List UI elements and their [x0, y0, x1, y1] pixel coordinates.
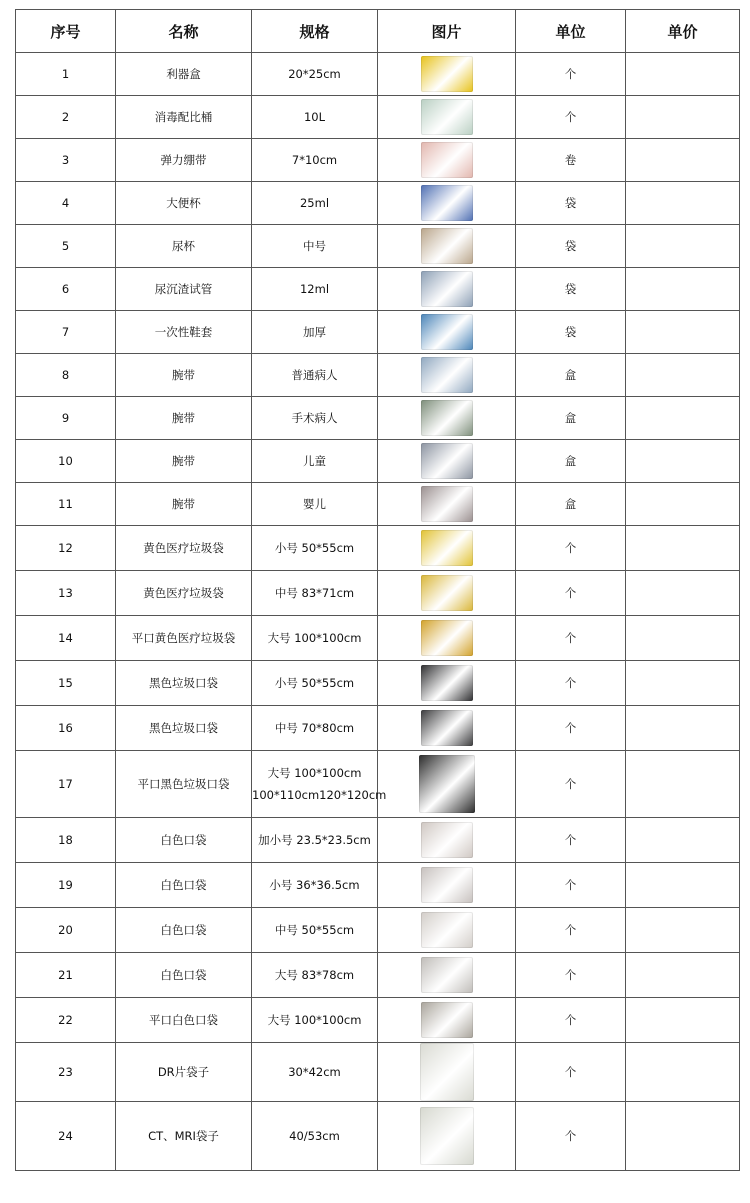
picture-cell: [378, 96, 516, 139]
specification-cell: 12ml: [252, 268, 378, 311]
header-name: 名称: [116, 10, 252, 53]
specification-cell: [252, 751, 387, 818]
picture-cell: [378, 661, 516, 706]
specification-cell: 大号 100*100cm: [252, 998, 378, 1043]
unit-price-cell[interactable]: [626, 225, 740, 268]
wristband-infant-photo: [421, 486, 473, 522]
table-row: [16, 440, 740, 483]
white-bag-large-photo: [421, 957, 473, 993]
specification-cell: 20*25cm: [252, 53, 378, 96]
item-name-cell: 腕带: [116, 440, 252, 483]
unit-cell: 个: [516, 751, 626, 818]
specification-cell: 40/53cm: [252, 1102, 378, 1171]
serial-number-cell: 14: [16, 616, 116, 661]
supply-price-table: [15, 9, 740, 1171]
table-header-row: [16, 10, 740, 53]
picture-cell: [378, 953, 516, 998]
unit-price-cell[interactable]: [626, 998, 740, 1043]
ct-mri-bag-photo: [420, 1107, 474, 1165]
serial-number-cell: 16: [16, 706, 116, 751]
unit-price-cell[interactable]: [626, 139, 740, 182]
specification-cell: 中号 83*71cm: [252, 571, 378, 616]
picture-cell: [378, 818, 516, 863]
header-specification: 规格: [252, 10, 378, 53]
serial-number-cell: 19: [16, 863, 116, 908]
unit-price-cell[interactable]: [626, 311, 740, 354]
item-name-cell: 腕带: [116, 397, 252, 440]
unit-cell: 个: [516, 53, 626, 96]
table-row: [16, 908, 740, 953]
item-name-cell: 弹力绷带: [116, 139, 252, 182]
disinfectant-bucket-photo: [421, 99, 473, 135]
table-row: [16, 818, 740, 863]
picture-cell: [378, 182, 516, 225]
specification-cell: 中号: [252, 225, 378, 268]
picture-cell: [378, 139, 516, 182]
unit-cell: 个: [516, 571, 626, 616]
table-row: [16, 998, 740, 1043]
table-row: [16, 706, 740, 751]
specification-cell: 小号 36*36.5cm: [252, 863, 378, 908]
item-name-cell: 尿沉渣试管: [116, 268, 252, 311]
item-name-cell: 一次性鞋套: [116, 311, 252, 354]
unit-cell: 个: [516, 1102, 626, 1171]
item-name-cell: 平口黑色垃圾口袋: [116, 751, 252, 818]
white-bag-small-photo: [421, 867, 473, 903]
specification-cell: 7*10cm: [252, 139, 378, 182]
picture-cell: [378, 397, 516, 440]
picture-cell: [378, 1043, 516, 1102]
unit-price-cell[interactable]: [626, 526, 740, 571]
serial-number-cell: 11: [16, 483, 116, 526]
specification-line: 大号 100*100cm: [267, 766, 362, 780]
table-row: [16, 354, 740, 397]
picture-cell: [378, 706, 516, 751]
unit-cell: 个: [516, 818, 626, 863]
item-name-cell: 白色口袋: [116, 818, 252, 863]
serial-number-cell: 5: [16, 225, 116, 268]
unit-cell: 个: [516, 998, 626, 1043]
specification-cell: 小号 50*55cm: [252, 526, 378, 571]
serial-number-cell: 12: [16, 526, 116, 571]
white-bag-medium-photo: [421, 912, 473, 948]
unit-price-cell[interactable]: [626, 908, 740, 953]
specification-cell: 大号 100*100cm: [252, 616, 378, 661]
picture-cell: [378, 354, 516, 397]
specification-cell: 中号 70*80cm: [252, 706, 378, 751]
serial-number-cell: 7: [16, 311, 116, 354]
header-serial-number: 序号: [16, 10, 116, 53]
unit-price-cell[interactable]: [626, 96, 740, 139]
yellow-sharps-box-photo: [421, 56, 473, 92]
unit-price-cell[interactable]: [626, 182, 740, 225]
wristband-adult-photo: [421, 357, 473, 393]
specification-cell: 婴儿: [252, 483, 378, 526]
unit-price-cell[interactable]: [626, 571, 740, 616]
unit-cell: 个: [516, 616, 626, 661]
unit-price-cell[interactable]: [626, 1043, 740, 1102]
item-name-cell: 平口黄色医疗垃圾袋: [116, 616, 252, 661]
shoe-cover-photo: [421, 314, 473, 350]
picture-cell: [378, 526, 516, 571]
yellow-bag-medium-photo: [421, 575, 473, 611]
yellow-flat-bag-large-photo: [421, 620, 473, 656]
item-name-cell: CT、MRI袋子: [116, 1102, 252, 1171]
serial-number-cell: 22: [16, 998, 116, 1043]
unit-price-cell[interactable]: [626, 818, 740, 863]
unit-price-cell[interactable]: [626, 616, 740, 661]
specification-cell: 加厚: [252, 311, 378, 354]
table-row: [16, 953, 740, 998]
table-row: [16, 225, 740, 268]
item-name-cell: 平口白色口袋: [116, 998, 252, 1043]
table-row: [16, 139, 740, 182]
unit-cell: 个: [516, 863, 626, 908]
unit-cell: 卷: [516, 139, 626, 182]
unit-price-cell[interactable]: [626, 268, 740, 311]
item-name-cell: 黑色垃圾口袋: [116, 661, 252, 706]
serial-number-cell: 8: [16, 354, 116, 397]
picture-cell: [378, 863, 516, 908]
specification-cell: 25ml: [252, 182, 378, 225]
item-name-cell: 白色口袋: [116, 863, 252, 908]
table-row: [16, 268, 740, 311]
item-name-cell: 消毒配比桶: [116, 96, 252, 139]
unit-price-cell[interactable]: [626, 53, 740, 96]
serial-number-cell: 13: [16, 571, 116, 616]
picture-cell: [378, 483, 516, 526]
unit-price-cell[interactable]: [626, 706, 740, 751]
unit-cell: 盒: [516, 397, 626, 440]
black-bag-small-photo: [421, 665, 473, 701]
specification-cell: 大号 83*78cm: [252, 953, 378, 998]
unit-cell: 盒: [516, 483, 626, 526]
serial-number-cell: 1: [16, 53, 116, 96]
serial-number-cell: 3: [16, 139, 116, 182]
serial-number-cell: 23: [16, 1043, 116, 1102]
serial-number-cell: 24: [16, 1102, 116, 1171]
specification-line: 100*110cm120*120cm: [252, 788, 387, 802]
unit-cell: 袋: [516, 311, 626, 354]
unit-cell: 个: [516, 1043, 626, 1102]
table-body: [16, 53, 740, 1171]
unit-cell: 个: [516, 953, 626, 998]
item-name-cell: 利器盒: [116, 53, 252, 96]
table-row: [16, 53, 740, 96]
picture-cell: [378, 998, 516, 1043]
table-row: [16, 571, 740, 616]
serial-number-cell: 4: [16, 182, 116, 225]
item-name-cell: 尿杯: [116, 225, 252, 268]
specification-cell: 普通病人: [252, 354, 378, 397]
urine-sediment-tube-photo: [421, 271, 473, 307]
elastic-bandage-photo: [421, 142, 473, 178]
dr-film-bag-photo: [420, 1043, 474, 1101]
serial-number-cell: 20: [16, 908, 116, 953]
unit-price-cell[interactable]: [626, 751, 740, 818]
item-name-cell: 腕带: [116, 354, 252, 397]
item-name-cell: 腕带: [116, 483, 252, 526]
table-row: [16, 311, 740, 354]
unit-cell: 个: [516, 661, 626, 706]
white-bag-xs-photo: [421, 822, 473, 858]
table-row: [16, 863, 740, 908]
unit-price-cell[interactable]: [626, 483, 740, 526]
picture-cell: [378, 268, 516, 311]
wristband-child-photo: [421, 443, 473, 479]
serial-number-cell: 18: [16, 818, 116, 863]
unit-cell: 个: [516, 706, 626, 751]
unit-cell: 袋: [516, 182, 626, 225]
black-bag-medium-photo: [421, 710, 473, 746]
unit-cell: 袋: [516, 268, 626, 311]
table-row: [16, 96, 740, 139]
specification-cell: 30*42cm: [252, 1043, 378, 1102]
header-unit-price: 单价: [626, 10, 740, 53]
item-name-cell: 白色口袋: [116, 953, 252, 998]
table-row: [16, 661, 740, 706]
specification-cell: 中号 50*55cm: [252, 908, 378, 953]
serial-number-cell: 15: [16, 661, 116, 706]
header-picture: 图片: [378, 10, 516, 53]
supply-price-table-wrapper: [15, 9, 740, 1171]
unit-cell: 个: [516, 526, 626, 571]
unit-cell: 盒: [516, 440, 626, 483]
unit-price-cell[interactable]: [626, 953, 740, 998]
item-name-cell: 黑色垃圾口袋: [116, 706, 252, 751]
unit-price-cell[interactable]: [626, 397, 740, 440]
picture-cell: [378, 225, 516, 268]
serial-number-cell: 9: [16, 397, 116, 440]
header-unit: 单位: [516, 10, 626, 53]
item-name-cell: 黄色医疗垃圾袋: [116, 571, 252, 616]
picture-cell: [378, 908, 516, 953]
urine-cup-photo: [421, 228, 473, 264]
specification-cell: 10L: [252, 96, 378, 139]
item-name-cell: 黄色医疗垃圾袋: [116, 526, 252, 571]
unit-price-cell[interactable]: [626, 863, 740, 908]
white-flat-bag-large-photo: [421, 1002, 473, 1038]
table-row: [16, 616, 740, 661]
picture-cell: [378, 1102, 516, 1171]
picture-cell: [378, 616, 516, 661]
picture-cell: [378, 440, 516, 483]
table-row: [16, 751, 740, 818]
table-row: [16, 1102, 740, 1171]
wristband-surgery-photo: [421, 400, 473, 436]
picture-cell: [378, 53, 516, 96]
table-row: [16, 397, 740, 440]
picture-cell: [378, 571, 516, 616]
serial-number-cell: 6: [16, 268, 116, 311]
black-flat-bag-large-photo: [419, 755, 475, 813]
serial-number-cell: 10: [16, 440, 116, 483]
picture-cell: [378, 751, 516, 818]
specification-cell: 手术病人: [252, 397, 378, 440]
table-row: [16, 483, 740, 526]
table-row: [16, 526, 740, 571]
unit-price-cell[interactable]: [626, 1102, 740, 1171]
serial-number-cell: 2: [16, 96, 116, 139]
unit-cell: 盒: [516, 354, 626, 397]
unit-price-cell[interactable]: [626, 440, 740, 483]
picture-cell: [378, 311, 516, 354]
table-row: [16, 182, 740, 225]
yellow-bag-small-photo: [421, 530, 473, 566]
item-name-cell: DR片袋子: [116, 1043, 252, 1102]
unit-cell: 个: [516, 908, 626, 953]
specification-cell: 小号 50*55cm: [252, 661, 378, 706]
unit-price-cell[interactable]: [626, 661, 740, 706]
unit-price-cell[interactable]: [626, 354, 740, 397]
specification-cell: 加小号 23.5*23.5cm: [252, 818, 378, 863]
table-row: [16, 1043, 740, 1102]
unit-cell: 个: [516, 96, 626, 139]
item-name-cell: 白色口袋: [116, 908, 252, 953]
stool-cup-photo: [421, 185, 473, 221]
unit-cell: 袋: [516, 225, 626, 268]
specification-cell: 儿童: [252, 440, 378, 483]
serial-number-cell: 21: [16, 953, 116, 998]
serial-number-cell: 17: [16, 751, 116, 818]
item-name-cell: 大便杯: [116, 182, 252, 225]
